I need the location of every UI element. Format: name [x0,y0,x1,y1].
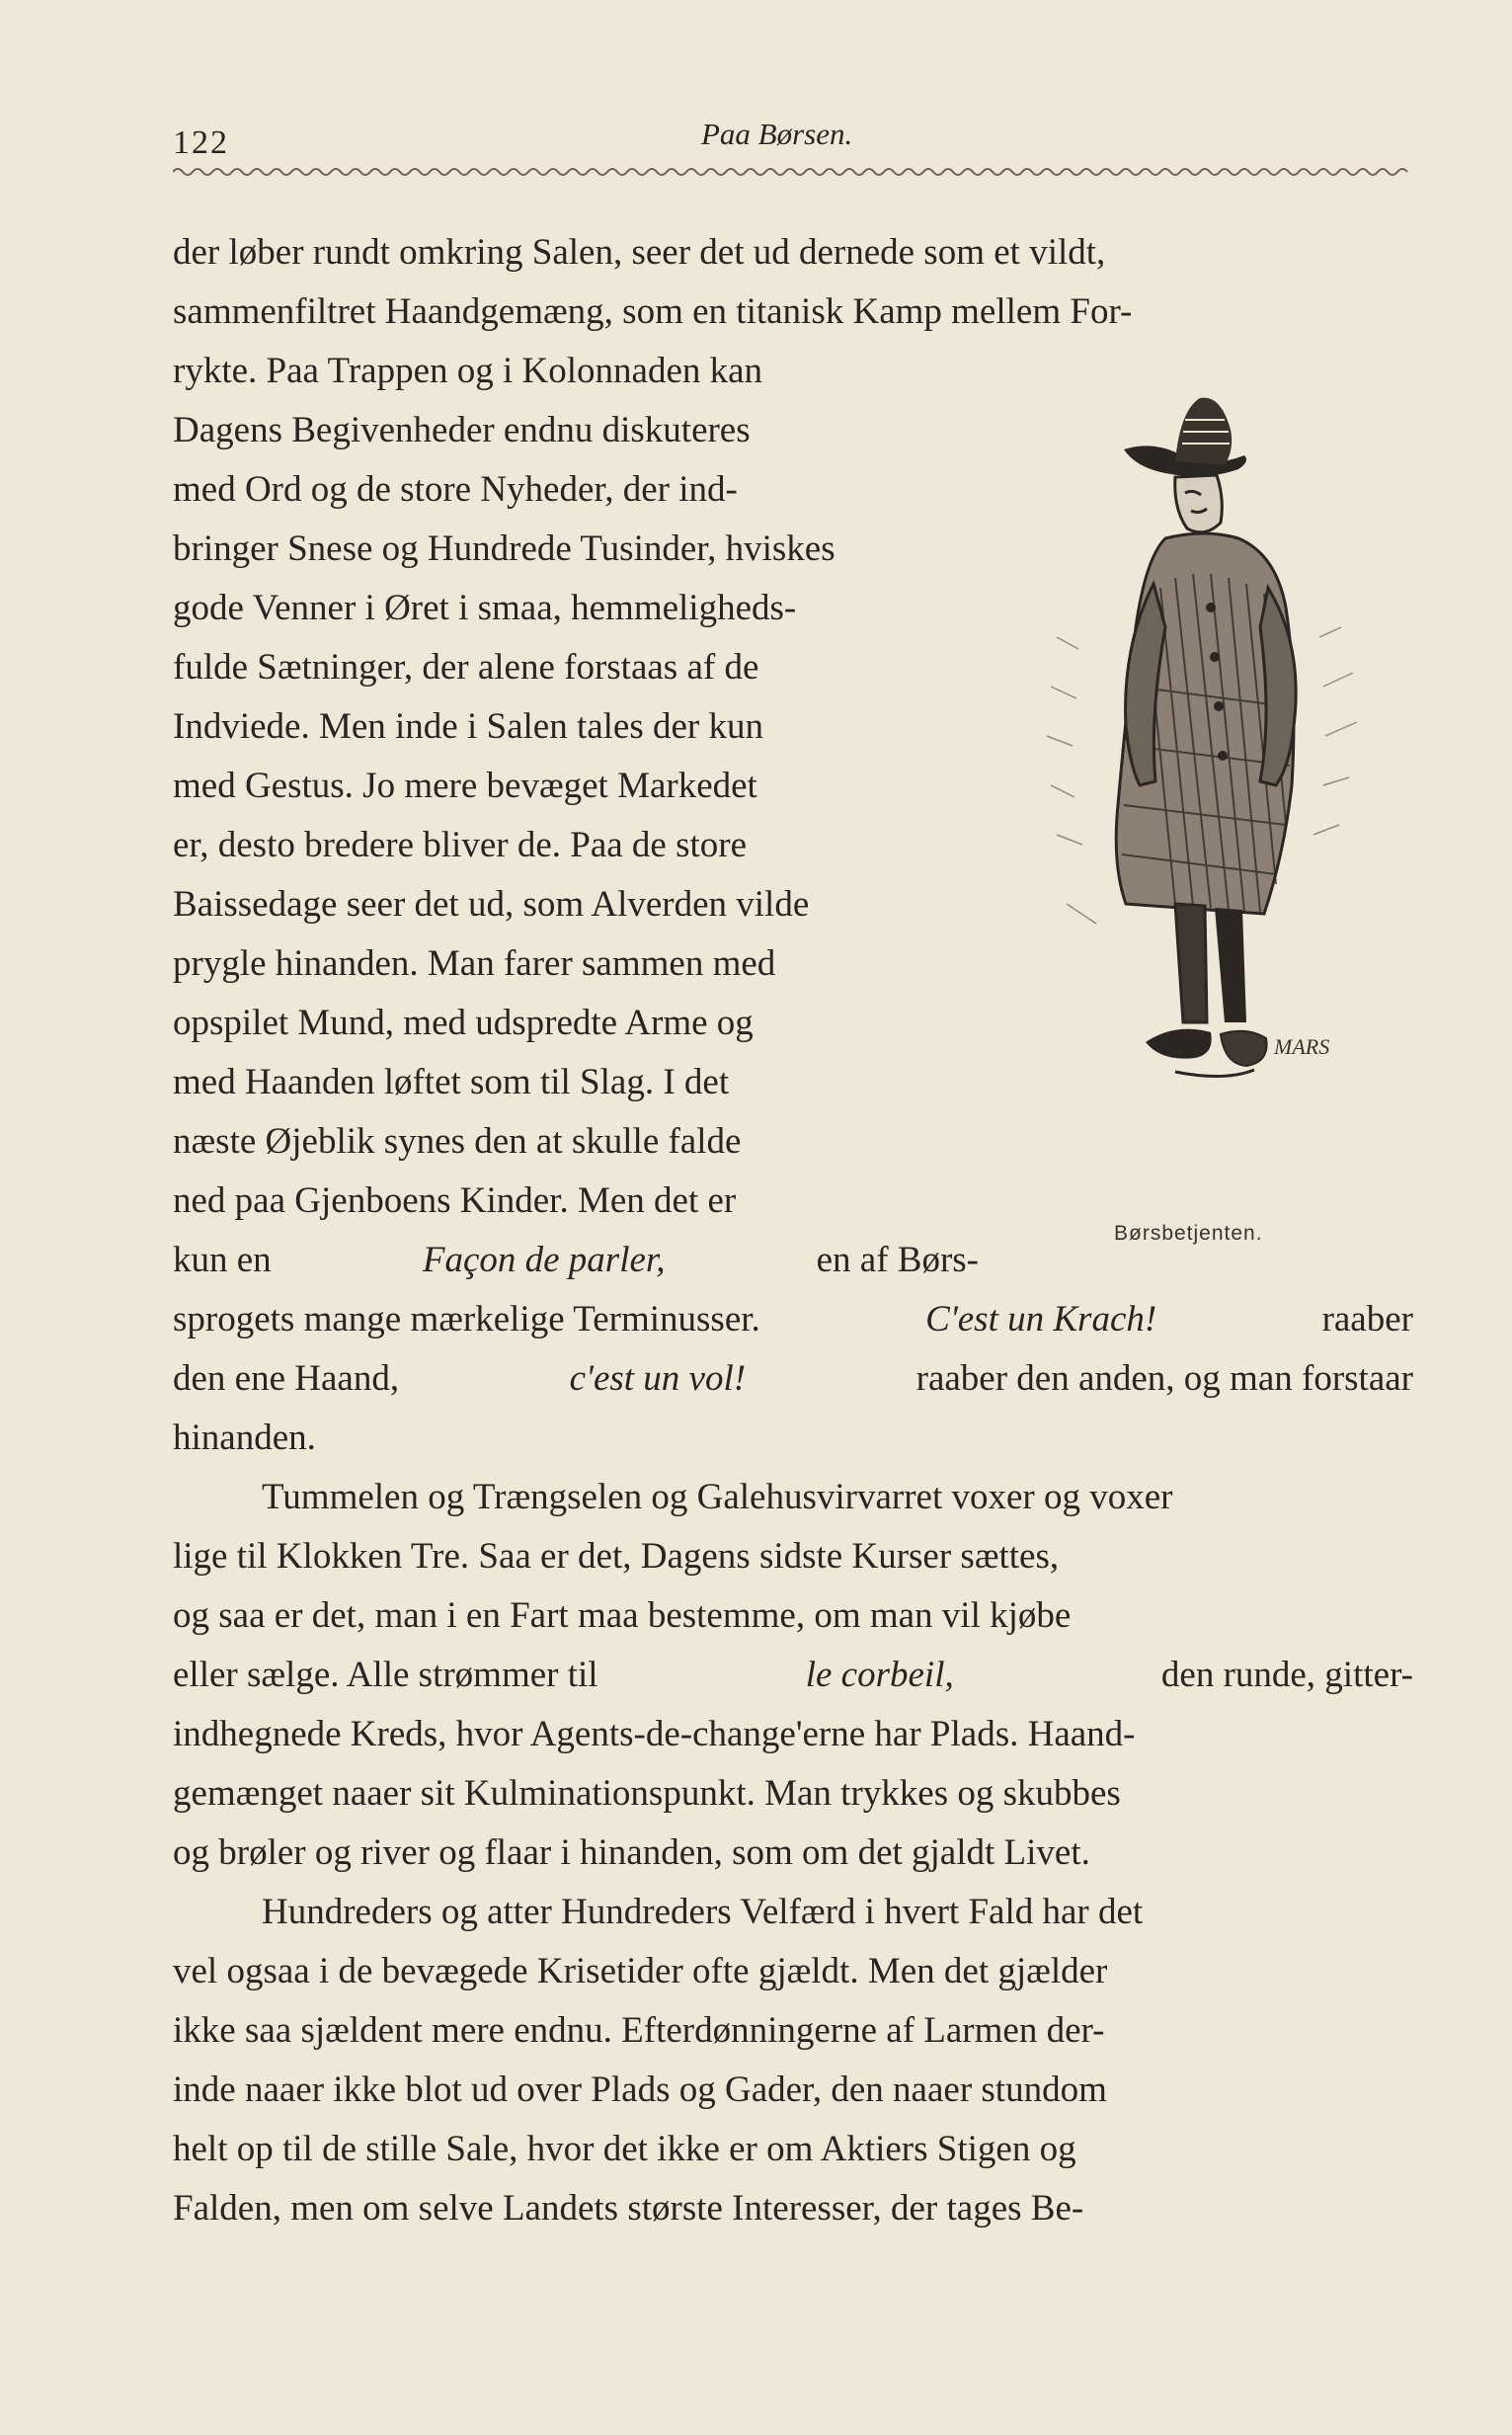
text-line: Falden, men om selve Landets største Interesser, der tages Be- [173,2188,1084,2229]
text-line: inde naaer ikke blot ud over Plads og Gader, den naaer stundom [173,2070,1107,2110]
text-line: sprogets mange mærkelige Terminusser. C'est un Krach! raaber [173,1299,1413,1339]
text-line: med Ord og de store Nyheder, der ind- [173,469,738,510]
text-line: ikke saa sjældent mere endnu. Efterdønningerne af Larmen der- [173,2010,1105,2051]
text-line: hinanden. [173,1418,316,1458]
text-line: med Haanden løftet som til Slag. I det [173,1062,730,1102]
text-line: fulde Sætninger, der alene forstaas af de [173,647,759,688]
text-line: eller sælge. Alle strømmer til le corbeil, den runde, gitter- [173,1655,1413,1695]
text-line: og brøler og river og flaar i hinanden, som om det gjaldt Livet. [173,1832,1090,1873]
text-line: indhegnede Kreds, hvor Agents-de-change'erne har Plads. Haand- [173,1714,1136,1754]
text-line: med Gestus. Jo mere bevæget Markedet [173,766,757,806]
text-line: Indviede. Men inde i Salen tales der kun [173,706,763,747]
page-number: 122 [173,124,229,161]
text-line: ned paa Gjenboens Kinder. Men det er [173,1180,737,1221]
wavy-rule-ornament [173,162,1412,182]
text-line: der løber rundt omkring Salen, seer det ud dernede som et vildt, [173,232,1106,273]
figure-caption: Børsbetjenten. [1114,1222,1263,1245]
text-line: den ene Haand, c'est un vol! raaber den anden, og man forstaar [173,1358,1413,1399]
text-line: prygle hinanden. Man farer sammen med [173,943,776,984]
text-line: kun en Façon de parler, en af Børs- [173,1240,979,1280]
text-line: gemænget naaer sit Kulminationspunkt. Man trykkes og skubbes [173,1773,1121,1814]
text-line: og saa er det, man i en Fart maa bestemme, om man vil kjøbe [173,1595,1072,1636]
text-line: bringer Snese og Hundrede Tusinder, hviskes [173,528,836,569]
text-line: lige til Klokken Tre. Saa er det, Dagens sidste Kurser sættes, [173,1536,1060,1577]
illustration-standing-man-icon [1027,390,1402,1210]
page-header [173,111,1412,170]
running-title: Paa Børsen. [701,117,853,151]
text-line: gode Venner i Øret i smaa, hemmeligheds- [173,588,797,628]
text-line: helt op til de stille Sale, hvor det ikke er om Aktiers Stigen og [173,2129,1076,2169]
text-line: Hundreders og atter Hundreders Velfærd i hvert Fald har det [262,1892,1144,1932]
text-line: næste Øjeblik synes den at skulle falde [173,1121,742,1162]
text-line: Dagens Begivenheder endnu diskuteres [173,410,751,450]
text-line: vel ogsaa i de bevægede Krisetider ofte gjældt. Men det gjælder [173,1951,1108,1991]
text-line: Baissedage seer det ud, som Alverden vilde [173,884,810,925]
text-line: Tummelen og Trængselen og Galehusvirvarret voxer og voxer [262,1477,1173,1517]
text-line: sammenfiltret Haandgemæng, som en titanisk Kamp mellem For- [173,291,1133,332]
illustrator-signature: MARS [1274,1034,1330,1059]
text-line: opspilet Mund, med udspredte Arme og [173,1003,754,1043]
text-line: er, desto bredere bliver de. Paa de store [173,825,748,865]
text-line: rykte. Paa Trappen og i Kolonnaden kan [173,351,763,391]
